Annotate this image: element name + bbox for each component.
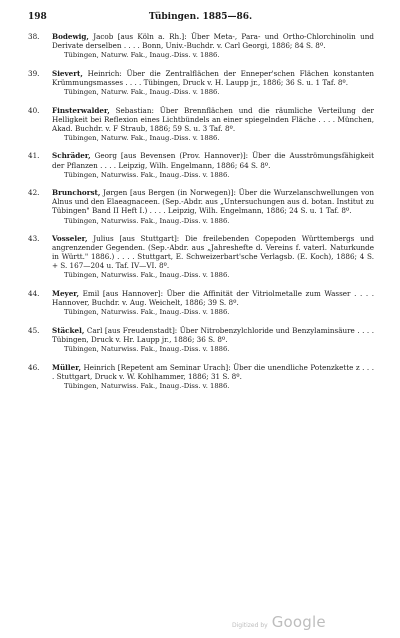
running-title: Tübingen. 1885—86. — [148, 12, 253, 22]
entry-dissertation-note: Tübingen, Naturw. Fak., Inaug.-Diss. v. 1886. — [64, 133, 220, 142]
entry-title: Heinrich: Über die Zentralflächen der Enneper'schen Flächen konstanten Krümmungsmasses . . . . Tübingen, Druck v. H. Laupp jr., 1886; 36 S. u. 1 Taf. 8º. — [52, 68, 374, 87]
entry-dissertation-note: Tübingen, Naturwiss. Fak., Inaug.-Diss. v. 1886. — [64, 216, 230, 225]
entry-author: Schräder, — [52, 151, 91, 161]
bibliography-entry — [28, 188, 374, 225]
entry-author: Stäckel, — [52, 325, 85, 335]
entry-author: Brunchorst, — [52, 188, 101, 198]
entry-dissertation-note: Tübingen, Naturwiss. Fak., Inaug.-Diss. v. 1886. — [64, 308, 230, 317]
entry-citation — [52, 188, 374, 215]
bibliography-entry — [28, 151, 374, 179]
page-header — [28, 12, 373, 28]
entry-number: 45. — [28, 325, 40, 335]
entry-author: Müller, — [52, 362, 81, 372]
entry-number: 42. — [28, 188, 40, 198]
bibliography-entry — [28, 32, 374, 60]
entry-dissertation-note: Tübingen, Naturwiss. Fak., Inaug.-Diss. v. 1886. — [64, 381, 230, 390]
digitization-watermark — [232, 613, 382, 631]
page-number: 198 — [28, 12, 47, 22]
entry-citation — [52, 151, 374, 169]
watermark-prefix: Digitized by — [232, 622, 268, 629]
entry-citation — [52, 326, 374, 344]
entry-number: 44. — [28, 289, 40, 299]
bibliography-entry — [28, 289, 374, 317]
bibliography-list — [28, 32, 374, 399]
google-logo: Google — [271, 613, 326, 631]
entry-title: Georg [aus Bevensen (Prov. Hannover)]: Über die Ausströmungsfähigkeit der Pflanzen . . . . Leipzig, Wilh. Engelmann, 1886; 64 S. 8º. — [52, 151, 374, 170]
entry-title: Emil [aus Hannover]: Über die Affinität der Vitriolmetalle zum Wasser . . . . Hannover, Buchdr. v. Aug. Weichelt, 1886; 39 S. 8º. — [52, 289, 374, 308]
entry-dissertation-note: Tübingen, Naturw. Fak., Inaug.-Diss. v. 1886. — [64, 51, 220, 60]
entry-number: 38. — [28, 32, 40, 41]
entry-number: 39. — [28, 68, 40, 78]
entry-dissertation-note: Tübingen, Naturwiss. Fak., Inaug.-Diss. v. 1886. — [64, 345, 230, 354]
bibliography-entry — [28, 106, 374, 143]
entry-author: Vosseler, — [52, 234, 88, 244]
bibliography-entry — [28, 234, 374, 280]
entry-author: Sievert, — [52, 68, 83, 78]
entry-title: Jørgen [aus Bergen (in Norwegen)]: Über die Wurzelanschwellungen von Alnus und den Elaeagnaceen. (Sep.-Abdr. aus „Untersuchungen aus d. botan. Institut zu Tübingen" Band II Heft I.) . . . . Leipzig, Wilh. Engelmann, 1886; 24 S. u. 1 Taf. 8º. — [52, 188, 374, 216]
entry-citation — [52, 363, 374, 381]
bibliography-entry — [28, 69, 374, 97]
entry-dissertation-note: Tübingen, Naturw. Fak., Inaug.-Diss. v. 1886. — [64, 87, 220, 96]
entry-author: Meyer, — [52, 289, 80, 299]
entry-author: Bodewig, — [52, 32, 89, 41]
entry-number: 41. — [28, 151, 40, 161]
entry-title: Heinrich [Repetent am Seminar Urach]: Über die unendliche Potenzkette z . . . . Stuttgart, Druck v. W. Kohlhammer, 1886; 31 S. 8º. — [52, 362, 374, 381]
entry-citation — [52, 289, 374, 307]
entry-number: 40. — [28, 105, 40, 115]
entry-citation — [52, 32, 374, 50]
bibliography-entry — [28, 363, 374, 391]
entry-author: Finsterwalder, — [52, 105, 110, 115]
entry-number: 43. — [28, 234, 40, 244]
entry-title: Julius [aus Stuttgart]: Die freilebenden Copepoden Württembergs und angrenzender Gegenden. (Sep.-Abdr. aus „Jahreshefte d. Vereins f. vaterl. Naturkunde in Württ." 1886.) . . . . Stuttgart, E. Schweizerbart'sche Verlagsb. (E. Koch), 1886; 4 S. + S. 167—204 u. Taf. IV—VI. 8º. — [52, 234, 374, 271]
entry-title: Sebastian: Über Brennflächen und die räumliche Verteilung der Helligkeit bei Reflexion eines Lichtbündels an einer spiegelnden Fläche . . . . München, Akad. Buchdr. v. F Straub, 1886; 59 S. u. 3 Taf. 8º. — [52, 105, 374, 133]
entry-title: Jacob [aus Köln a. Rh.]: Über Meta-, Para- und Ortho-Chlorchinolin und Derivate derselben . . . . Bonn, Univ.-Buchdr. v. Carl Georgi, 1886; 84 S. 8º. — [52, 32, 374, 51]
entry-dissertation-note: Tübingen, Naturwiss. Fak., Inaug.-Diss. v. 1886. — [64, 170, 230, 179]
entry-citation — [52, 234, 374, 270]
entry-number: 46. — [28, 362, 40, 372]
entry-title: Carl [aus Freudenstadt]: Über Nitrobenzylchloride und Benzylaminsäure . . . . Tübingen, Druck v. Hr. Laupp jr., 1886; 36 S. 8º. — [52, 325, 374, 344]
entry-citation — [52, 69, 374, 87]
entry-citation — [52, 106, 374, 133]
bibliography-entry — [28, 326, 374, 354]
entry-dissertation-note: Tübingen, Naturwiss. Fak., Inaug.-Diss. v. 1886. — [64, 271, 230, 280]
